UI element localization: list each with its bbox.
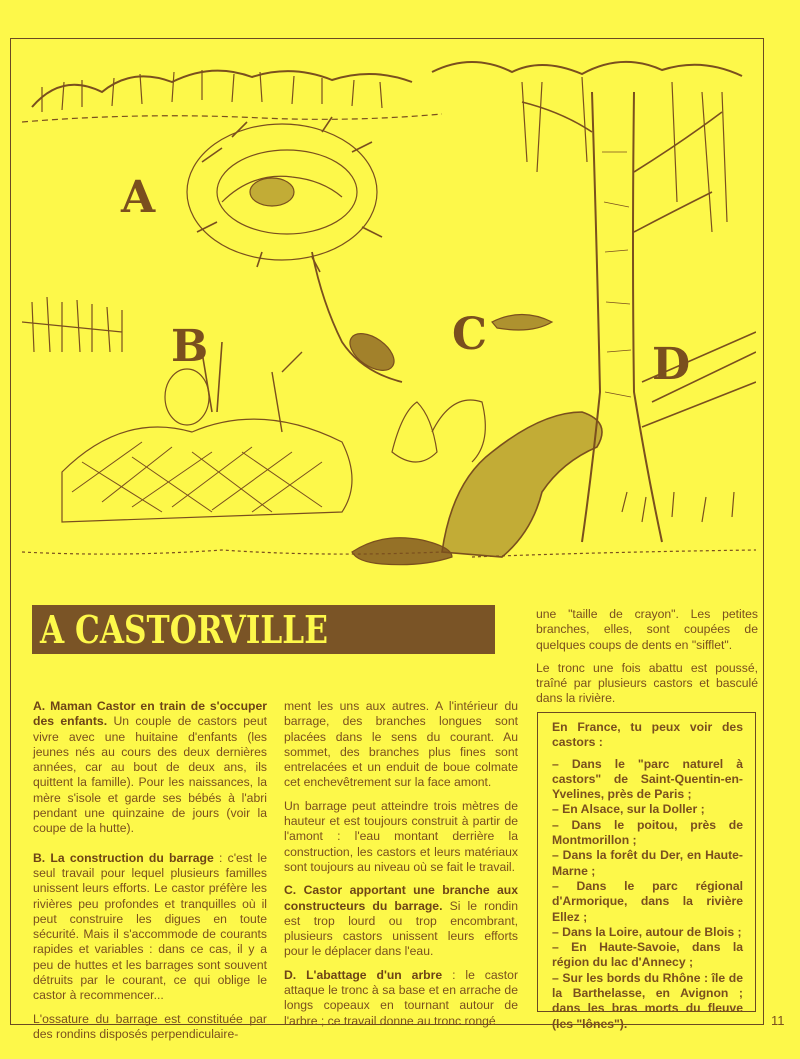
location-item: – Dans le parc régional d'Armorique, dans la rivière Ellez ; (552, 878, 743, 924)
section-c (284, 883, 518, 959)
page-number: 11 (771, 1013, 785, 1028)
section-c-heading: C. Castor apportant une branche aux constructeurs du barrage. (284, 883, 518, 913)
section-a-text: Un couple de castors peut vivre avec une huitaine d'enfants (les jeunes nés au cours des deux dernières années, car au bout de deux ans, ils quittent la famille). Pour les naissances, la mère s'isole et garde ses bébés à l'abri pendant une quinzaine de jours (voir la coupe de la hutte). (33, 714, 268, 836)
where-to-see-beavers-box (537, 712, 756, 1031)
page-title: A CASTORVILLE (40, 607, 328, 652)
section-b-heading: B. La construction du barrage (33, 850, 214, 865)
location-item: – En Alsace, sur la Doller ; (552, 802, 705, 817)
section-c-text: Si le rondin est trop lourd ou trop encombrant, plusieurs castors unissent leurs efforts pour le déplacer dans l'eau. (284, 898, 519, 959)
section-b-text: : c'est le seul travail pour lequel plusieurs familles unissent leurs efforts. Le castor préfère les rivières peu profondes et tranquilles où il peut construire les digues en toute sécurité. Mais il s'accommode de courants rapides et variables : dans ce cas, il y a peu de huttes et les barrages sont souvent détruits par le courant, ce qui oblige le castor à recommencer... (33, 850, 267, 1003)
felled-trunk-paragraph: Le tronc une fois abattu est poussé, traîné par plusieurs castors et basculé dans la rivière. (536, 660, 758, 706)
section-b-continued: L'ossature du barrage est constituée par des rondins disposés perpendiculaire- (33, 1011, 267, 1041)
section-d-text: : le castor attaque le tronc à sa base et en arrache de longs copeaux en tournant autour de l'arbre ; ce travail donne au tronc rongé (284, 967, 518, 1028)
section-a-heading: A. Maman Castor en train de s'occuper des enfants. (33, 699, 267, 729)
dam-structure-paragraph: ment les uns aux autres. A l'intérieur du barrage, des branches longues sont placées dans le sens du courant. Au sommet, des branches plus fines sont entrelacées et un enduit de boue colmate cet enchevêtrement sur la face amont. (284, 699, 518, 790)
section-d (284, 968, 518, 1029)
text-column-1 (33, 699, 267, 1050)
section-a (33, 699, 267, 837)
text-column-2 (284, 699, 518, 1037)
title-banner (32, 605, 495, 654)
section-b (33, 851, 267, 1004)
location-item: – Sur les bords du Rhône : île de la Barthelasse, en Avignon ; dans les bras morts du fleuve (les "lônes"). (552, 970, 743, 1031)
illustration-label-d: D (652, 339, 691, 390)
illustration-label-b: B (171, 321, 209, 372)
info-box-intro: En France, tu peux voir des castors : (552, 720, 743, 750)
dam-height-paragraph: Un barrage peut atteindre trois mètres de hauteur et est toujours construit à partir de l'amont : l'eau montant derrière la construction, les castors et leurs matériaux sont toujours au niveau où se fait le travail. (284, 798, 518, 874)
illustration-label-a: A (121, 172, 156, 223)
location-item: – En Haute-Savoie, dans la région du lac d'Annecy ; (552, 940, 743, 970)
beaver-illustration (22, 52, 756, 572)
illustration-label-c: C (452, 309, 488, 360)
location-item: – Dans la forêt du Der, en Haute-Marne ; (552, 848, 743, 878)
location-item: – Dans la Loire, autour de Blois ; (552, 924, 742, 939)
location-item: – Dans le "parc naturel à castors" de Saint-Quentin-en-Yvelines, près de Paris ; (552, 756, 743, 802)
text-column-3 (536, 607, 758, 715)
pencil-shape-paragraph: une "taille de crayon". Les petites branches, elles, sont coupées de quelques coups de dents en "sifflet". (536, 607, 758, 652)
section-d-heading: D. L'abattage d'un arbre (284, 967, 443, 982)
location-item: – Dans le poitou, près de Montmorillon ; (552, 817, 743, 848)
